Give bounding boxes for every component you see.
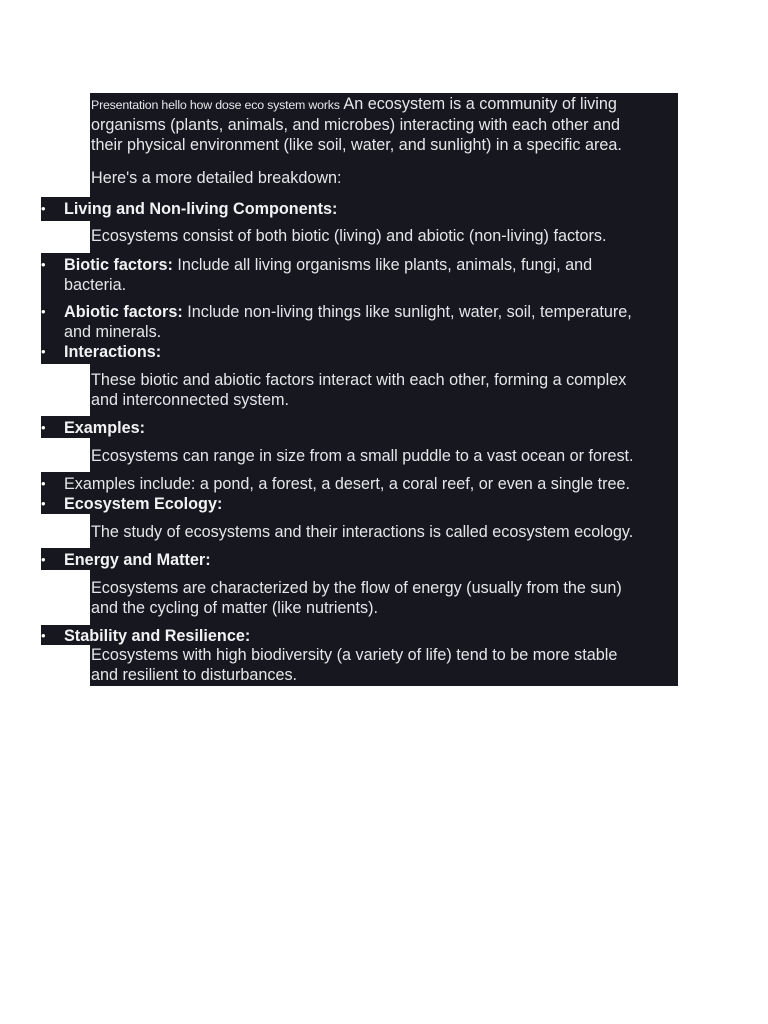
paragraph-line-2: and the cycling of matter (like nutrients). — [91, 599, 379, 617]
paragraph-interactions — [90, 364, 678, 416]
list-item-line-1 — [64, 255, 678, 275]
breakdown-paragraph: Here's a more detailed breakdown: — [90, 157, 678, 197]
list-item-bold: Stability and Resilience: — [64, 627, 251, 645]
paragraph-line-1: Ecosystems with high biodiversity (a variety of life) tend to be more stable — [91, 646, 618, 664]
bullet-icon: • — [41, 257, 46, 272]
paragraph-line-2: and resilient to disturbances. — [91, 666, 298, 684]
intro-small-text: Presentation hello how dose eco system works — [91, 98, 340, 112]
list-item-examples-include — [41, 472, 678, 494]
bullet-icon: • — [41, 628, 46, 643]
bullet-icon: • — [41, 552, 46, 567]
list-item-text: Examples include: a pond, a forest, a desert, a coral reef, or even a single tree. — [64, 475, 630, 493]
list-item-line-1 — [64, 302, 678, 322]
list-item-biotic — [41, 253, 678, 300]
list-item-bold: Energy and Matter: — [64, 551, 211, 569]
list-item-bold: Biotic factors: — [64, 256, 173, 274]
bullet-icon: • — [41, 344, 46, 359]
list-item-bold: Interactions: — [64, 343, 162, 361]
list-item-energy — [41, 548, 678, 570]
intro-line-1 — [91, 94, 678, 115]
bullet-icon: • — [41, 476, 46, 491]
paragraph-line-2: and interconnected system. — [91, 391, 289, 409]
bullet-icon: • — [41, 420, 46, 435]
paragraph-ecology: The study of ecosystems and their interactions is called ecosystem ecology. — [90, 514, 678, 548]
list-item-text: Include non-living things like sunlight, water, soil, temperature, — [182, 303, 632, 321]
paragraph-examples: Ecosystems can range in size from a small puddle to a vast ocean or forest. — [90, 438, 678, 472]
paragraph-line-1: These biotic and abiotic factors interact with each other, forming a complex — [91, 371, 627, 389]
paragraph-components: Ecosystems consist of both biotic (living) and abiotic (non-living) factors. — [90, 221, 678, 253]
list-item-interactions — [41, 342, 678, 364]
list-item-line-2: and minerals. — [64, 323, 162, 341]
list-item-bold: Examples: — [64, 419, 145, 437]
intro-line-1-rest: An ecosystem is a community of living — [343, 95, 617, 113]
list-item-ecology — [41, 494, 678, 514]
bullet-icon: • — [41, 304, 46, 319]
list-item-bold: Ecosystem Ecology: — [64, 495, 223, 513]
bullet-icon: • — [41, 201, 46, 216]
paragraph-line-1: Ecosystems are characterized by the flow of energy (usually from the sun) — [91, 579, 622, 597]
list-item-bold: Abiotic factors: — [64, 303, 183, 321]
list-item-components — [41, 197, 678, 221]
intro-line-2: organisms (plants, animals, and microbes) interacting with each other and — [91, 116, 621, 134]
paragraph-energy — [90, 570, 678, 625]
list-item-abiotic — [41, 300, 678, 342]
list-item-bold: Living and Non-living Components: — [64, 200, 338, 218]
list-item-stability — [41, 625, 678, 645]
intro-line-3: their physical environment (like soil, water, and sunlight) in a specific area. — [91, 136, 622, 154]
list-item-examples — [41, 416, 678, 438]
list-item-line-2: bacteria. — [64, 276, 127, 294]
paragraph-stability — [90, 645, 678, 686]
list-item-text: Include all living organisms like plants, animals, fungi, and — [172, 256, 593, 274]
bullet-icon: • — [41, 496, 46, 511]
intro-paragraph — [90, 93, 678, 157]
